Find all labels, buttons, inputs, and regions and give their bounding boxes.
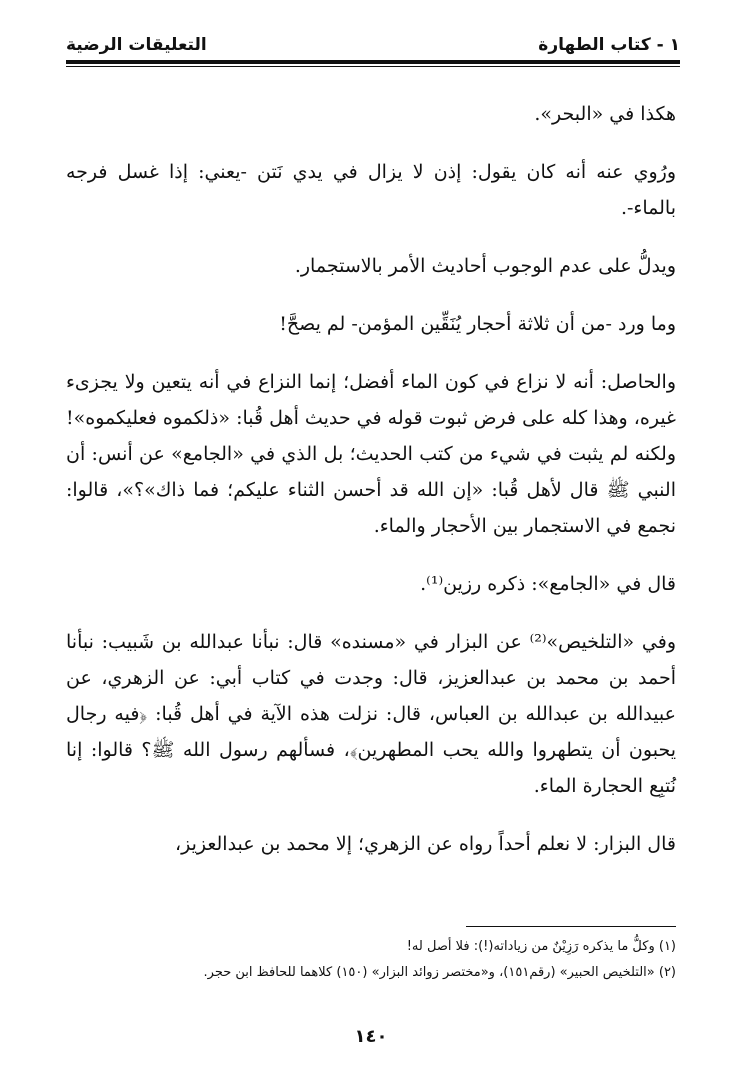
paragraph: ويدلُّ على عدم الوجوب أحاديث الأمر بالاستجمار. <box>294 255 676 277</box>
paragraph: قال البزار: لا نعلم أحداً رواه عن الزهري؛ إلا محمد بن عبدالعزيز، <box>174 833 676 855</box>
paragraph: والحاصل: أنه لا نزاع في كون الماء أفضل؛ إنما النزاع في أنه يتعين ولا يجزىء غيره، وهذا كله على فرض ثبوت قوله في حديث أهل قُبا: «ذلكموه فعليكموه»! ولكنه لم يثبت في شيء من كتب الحديث؛ بل الذي في «الجامع» عن أنس: أن النبي ﷺ قال لأهل قُبا: «إن الله قد أحسن الثناء عليكم؛ فما ذاك»؟»، قالوا: نجمع في الاستجمار بين الأحجار والماء. <box>66 371 676 537</box>
footnotes <box>66 934 676 986</box>
paragraph: ورُوي عنه أنه كان يقول: إذن لا يزال في يدي نَتن -يعني: إذا غسل فرجه بالماء-. <box>66 161 676 219</box>
chapter-title: ١ - كتاب الطهارة <box>538 35 680 55</box>
paragraph: هكذا في «البحر». <box>534 103 676 125</box>
footnote: (١) وكلُّ ما يذكره رَزِيْنٌ من زياداته(!): فلا أصل له! <box>406 939 676 954</box>
header-rule-thick <box>66 60 680 64</box>
footnote-separator <box>466 926 676 927</box>
paragraph: قال في «الجامع»: ذكره رزين⁽¹⁾. <box>420 573 676 595</box>
header-rule-thin <box>66 66 680 67</box>
book-title: التعليقات الرضية <box>66 35 207 55</box>
footnote: (٢) «التلخيص الحبير» (رقم١٥١)، و«مختصر زوائد البزار» (١٥٠) كلاهما للحافظ ابن حجر. <box>203 965 676 980</box>
main-text <box>66 96 676 884</box>
page-number: ١٤٠ <box>354 1026 388 1047</box>
running-header <box>66 30 680 60</box>
paragraph: وفي «التلخيص»⁽²⁾ عن البزار في «مسنده» قال: نبأنا عبدالله بن شَبيب: نبأنا أحمد بن محمد بن عبدالعزيز، قال: وجدت في كتاب أبي: عن الزهري، عن عبيدالله بن عبدالله بن العباس، قال: نزلت هذه الآية في أهل قُبا: ﴿فيه رجال يحبون أن يتطهروا والله يحب المطهرين﴾، فسألهم رسول الله ﷺ؟ قالوا: إنا نُتبِع الحجارة الماء. <box>66 631 676 797</box>
paragraph: وما ورد -من أن ثلاثة أحجار يُنَقِّين المؤمن- لم يصحَّ! <box>279 313 676 335</box>
